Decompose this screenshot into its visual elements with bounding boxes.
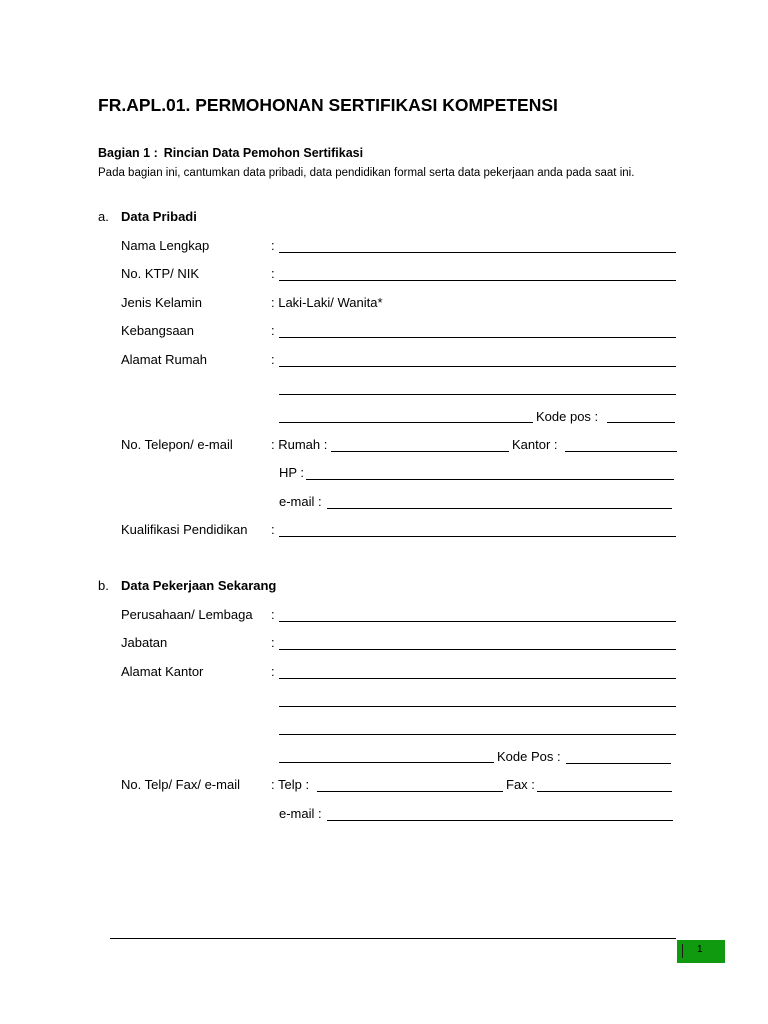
section-label: Bagian 1 : [98, 146, 158, 160]
colon: : [271, 607, 275, 622]
kodepos-field[interactable] [607, 409, 675, 423]
part-b-title: Data Pekerjaan Sekarang [121, 578, 277, 593]
alamat-rumah-field-3[interactable] [279, 409, 533, 423]
kodepos-kantor-label: Kode Pos : [497, 749, 561, 764]
telepon-kantor-field[interactable] [565, 438, 677, 452]
kebangsaan-label: Kebangsaan [121, 323, 195, 338]
alamat-kantor-label: Alamat Kantor [121, 664, 204, 679]
part-a-title: Data Pribadi [121, 209, 197, 224]
colon: : [271, 664, 275, 679]
page-title: FR.APL.01. PERMOHONAN SERTIFIKASI KOMPETENSI [98, 95, 558, 115]
kodepos-kantor-field[interactable] [566, 750, 671, 764]
alamat-kantor-field-1[interactable] [279, 665, 676, 679]
page-number: 1 [697, 944, 703, 955]
email-kantor-label: e-mail : [279, 806, 322, 821]
kualifikasi-field[interactable] [279, 523, 676, 537]
colon: : [271, 522, 275, 537]
jabatan-field[interactable] [279, 636, 676, 650]
part-b-marker: b. [98, 578, 109, 593]
perusahaan-label: Perusahaan/ Lembaga [121, 607, 253, 622]
section-title: Rincian Data Pemohon Sertifikasi [163, 146, 364, 160]
colon: : [271, 635, 275, 650]
alamat-kantor-field-3[interactable] [279, 721, 676, 735]
email-kantor-field[interactable] [327, 807, 673, 821]
jenis-kelamin-label: Jenis Kelamin [121, 295, 202, 310]
colon: : [271, 266, 275, 281]
alamat-kantor-field-2[interactable] [279, 693, 676, 707]
kualifikasi-label: Kualifikasi Pendidikan [121, 522, 248, 537]
fax-field[interactable] [537, 778, 672, 792]
kantor-label: Kantor : [512, 437, 558, 452]
colon: : [271, 323, 275, 338]
section-heading [98, 146, 363, 160]
telp-label: : Telp : [271, 777, 310, 792]
telp-fax-email-label: No. Telp/ Fax/ e-mail [121, 777, 240, 792]
alamat-kantor-field-4[interactable] [279, 749, 494, 763]
colon: : [271, 238, 275, 253]
rumah-label: : Rumah : [271, 437, 328, 452]
page-number-separator [682, 944, 683, 958]
email-field[interactable] [327, 495, 672, 509]
hp-field[interactable] [306, 466, 674, 480]
kebangsaan-field[interactable] [279, 324, 676, 338]
perusahaan-field[interactable] [279, 608, 676, 622]
page-number-box [677, 940, 725, 963]
telepon-email-label: No. Telepon/ e-mail [121, 437, 233, 452]
ktp-nik-label: No. KTP/ NIK [121, 266, 200, 281]
jabatan-label: Jabatan [121, 635, 168, 650]
colon: : [271, 352, 275, 367]
email-label: e-mail : [279, 494, 322, 509]
section-description: Pada bagian ini, cantumkan data pribadi, data pendidikan formal serta data pekerjaan anda pada saat ini. [98, 167, 635, 179]
nama-lengkap-label: Nama Lengkap [121, 238, 210, 253]
alamat-rumah-field-2[interactable] [279, 381, 676, 395]
jenis-kelamin-options: : Laki-Laki/ Wanita* [271, 295, 383, 310]
nama-lengkap-field[interactable] [279, 239, 676, 253]
kodepos-label: Kode pos : [536, 409, 599, 424]
alamat-rumah-label: Alamat Rumah [121, 352, 207, 367]
telepon-rumah-field[interactable] [331, 438, 509, 452]
telp-kantor-field[interactable] [317, 778, 503, 792]
footer-divider [110, 938, 676, 939]
fax-label: Fax : [506, 777, 535, 792]
part-a-marker: a. [98, 209, 109, 224]
alamat-rumah-field-1[interactable] [279, 353, 676, 367]
ktp-nik-field[interactable] [279, 267, 676, 281]
hp-label: HP : [279, 465, 305, 480]
